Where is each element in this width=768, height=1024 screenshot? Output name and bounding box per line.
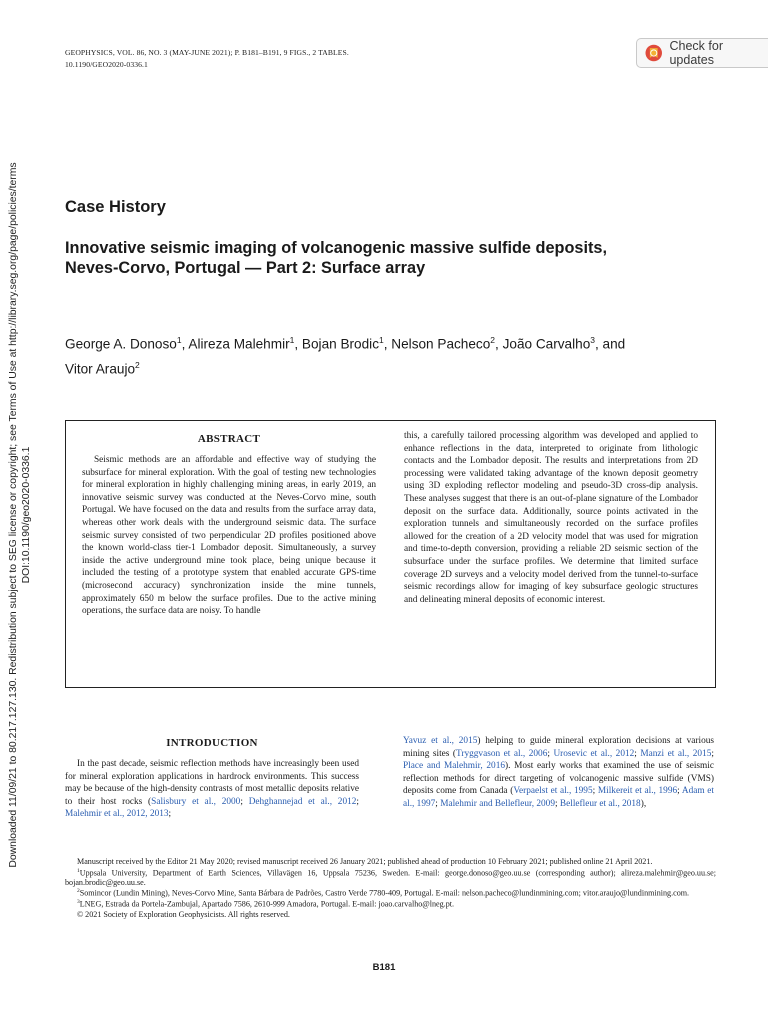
citation-link[interactable]: Milkereit et al., 1996	[597, 786, 678, 797]
abstract-right-column	[404, 430, 698, 606]
check-for-updates-label: Check for updates	[669, 39, 723, 67]
page-number: B181	[372, 962, 396, 973]
introduction-text: ). Most early works that examined the use of seismic reflection methods for direct targeting of volcanogenic massive sulfide (VMS) deposits come from Canada (	[403, 761, 714, 797]
article-title	[65, 238, 725, 278]
citation-link[interactable]: Yavuz et al., 2015	[403, 736, 478, 746]
author-affiliation-mark: 1	[289, 335, 295, 345]
affiliation-mark: 1	[77, 867, 80, 874]
author-name[interactable]: Vitor Araujo	[65, 361, 136, 377]
author-name[interactable]: George A. Donoso	[65, 336, 177, 352]
citation-separator: ;	[168, 809, 172, 820]
introduction-text: ),	[640, 798, 647, 809]
author-name[interactable]: Nelson Pacheco	[391, 336, 491, 352]
download-license-line: Downloaded 11/09/21 to 80.217.127.130. Redistribution subject to SEG license or copyright; see Terms of Use at http://library.seg.org/page/policies/terms	[8, 162, 19, 868]
affiliation-2	[65, 887, 716, 898]
journal-doi: 10.1190/GEO2020-0336.1	[65, 59, 148, 69]
author-affiliation-mark: 3	[590, 335, 595, 345]
citation-link[interactable]: Urosevic et al., 2012	[553, 748, 635, 759]
introduction-text: In the past decade, seismic reflection methods have increasingly been used for mineral exploration applications in hardrock environments. This success may be because of the high-density contrasts of most metallic deposits relative to their host rocks (	[65, 759, 359, 807]
introduction-text: ) helping to guide mineral exploration decisions at various mining sites (	[403, 736, 714, 759]
citation-separator: ;	[711, 748, 714, 759]
update-badge-icon	[645, 44, 662, 62]
citation-separator: ;	[435, 798, 441, 809]
citation-link[interactable]: Place and Malehmir, 2016	[403, 761, 505, 772]
citation-separator: ;	[592, 786, 598, 797]
citation-separator: ;	[634, 748, 641, 759]
footnotes	[65, 857, 716, 919]
abstract-box	[65, 420, 716, 688]
author-separator: ,	[294, 336, 302, 352]
introduction-paragraph	[65, 758, 359, 821]
author-name[interactable]: Bojan Brodic	[301, 336, 379, 352]
citation-link[interactable]: Bellefleur et al., 2018	[559, 798, 641, 809]
journal-citation: GEOPHYSICS, VOL. 86, NO. 3 (MAY-JUNE 2021); P. B181–B191, 9 FIGS., 2 TABLES.	[65, 48, 349, 57]
title-line-1: Innovative seismic imaging of volcanogenic massive sulfide deposits,	[65, 239, 607, 257]
author-affiliation-mark: 1	[176, 335, 182, 345]
author-affiliation-mark: 2	[135, 359, 140, 370]
citation-separator: ;	[554, 798, 560, 809]
affiliation-text: LNEG, Estrada da Portela-Zambujal, Apartado 7586, 2610-999 Amadora, Portugal. E-mail: joao.carvalho@lneg.pt.	[79, 900, 455, 910]
introduction-paragraph-continued	[403, 735, 714, 811]
affiliation-1	[65, 867, 716, 888]
author-affiliation-mark: 2	[490, 335, 496, 345]
citation-link[interactable]: Dehghannejad et al., 2012	[248, 796, 357, 807]
citation-link[interactable]: Adam et al., 1997	[403, 786, 714, 809]
citation-link[interactable]: Malehmir et al., 2012, 2013	[65, 809, 169, 820]
introduction-right-column	[403, 735, 714, 811]
abstract-text-right: this, a carefully tailored processing algorithm was developed and applied to enhance reflections in the data, interpreted to originate from lithologic contacts and the Lombador deposit. The results and interpretations from 2D processing were validated taking advantage of the known deposit geometry using 3D exploding reflector modeling and pseudo-3D cross-dip analysis. These analyses suggest that there is an out-of-plane signature of the Lombador deposit on the surface data. Additionally, source points activated in the exploration tunnels and simultaneously recorded on the surface profiles allowed for the creation of a 2D velocity model that was used for migration and time-to-depth conversion, providing a reliable 2D seismic section of the subsurface under the surface profiles. We determine that limited surface coverage 2D surveys and a velocity model derived from the tunnel-to-surface seismic recordings allow for imaging of key subsurface geologic structures and delineating mineral deposits of economic interest.	[404, 431, 698, 605]
author-name[interactable]: João Carvalho	[502, 336, 591, 352]
citation-separator: ;	[356, 796, 359, 807]
section-label: Case History	[65, 198, 166, 216]
introduction-left-column	[65, 735, 359, 821]
author-separator: ,	[383, 336, 392, 352]
affiliation-text: Uppsala University, Department of Earth Sciences, Villavägen 16, Uppsala 75236, Sweden. E-mail: george.donoso@geo.uu.se (corresponding author); alireza.malehmir@geo.uu.se; bojan.brodic@geo.uu.se.	[65, 868, 716, 887]
download-doi-line: DOI:10.1190/geo2020-0336.1	[21, 446, 32, 584]
affiliation-text: Somincor (Lundin Mining), Neves-Corvo Mine, Santa Bárbara de Padrões, Castro Verde 7780-409, Portugal. E-mail: nelson.pacheco@lundinmining.com; vitor.araujo@lundinmining.com.	[79, 888, 690, 898]
copyright-notice: © 2021 Society of Exploration Geophysicists. All rights reserved.	[77, 909, 290, 919]
journal-header	[65, 47, 349, 70]
citation-separator: ;	[240, 796, 249, 807]
manuscript-history: Manuscript received by the Editor 21 May 2020; revised manuscript received 26 January 2021; published ahead of production 10 February 2021; published online 21 April 2021.	[77, 857, 653, 866]
author-list	[65, 330, 725, 379]
affiliation-mark: 3	[77, 899, 80, 906]
citation-link[interactable]: Tryggvason et al., 2006	[456, 748, 548, 759]
author-separator: ,	[495, 336, 503, 352]
citation-link[interactable]: Verpaelst et al., 1995	[513, 786, 593, 797]
affiliation-3	[65, 898, 716, 909]
abstract-heading: ABSTRACT	[197, 433, 261, 445]
citation-separator: ;	[547, 748, 554, 759]
author-name[interactable]: Alireza Malehmir	[188, 336, 290, 352]
author-affiliation-mark: 1	[379, 335, 384, 345]
author-separator: , and	[594, 336, 626, 352]
citation-link[interactable]: Malehmir and Bellefleur, 2009	[440, 798, 555, 809]
download-sidebar	[0, 0, 40, 1024]
affiliation-mark: 2	[77, 888, 80, 895]
author-separator: ,	[181, 336, 189, 352]
abstract-text-left: Seismic methods are an affordable and effective way of studying the subsurface for mineral exploration. With the goal of testing new technologies for mineral exploration in highly challenging mining areas, in early 2019, an innovative seismic survey was conducted at the Neves-Corvo mine, south Portugal. We have focused on the data and results from the surface array data, whereas other work deals with the underground seismic data. The surface seismic survey consisted of two perpendicular 2D profiles positioned above the known world-class tier-1 Lombador deposit. Simultaneously, a survey inside the active underground mine took place, being unique because it included the testing of a prototype system that enabled accurate GPS-time (microsecond accuracy) synchronization inside the mine tunnels, approximately 650 m below the surface profiles. Due to the active mining operations, the surface data are noisy. To handle	[82, 455, 376, 617]
introduction-heading: INTRODUCTION	[166, 737, 258, 749]
abstract-left-column	[82, 430, 376, 618]
citation-separator: ;	[677, 786, 682, 797]
check-for-updates-button[interactable]	[636, 38, 768, 68]
download-notice	[7, 55, 33, 975]
citation-link[interactable]: Salisbury et al., 2000	[151, 796, 241, 807]
title-line-2: Neves-Corvo, Portugal — Part 2: Surface array	[65, 259, 426, 277]
citation-link[interactable]: Manzi et al., 2015	[640, 748, 712, 759]
